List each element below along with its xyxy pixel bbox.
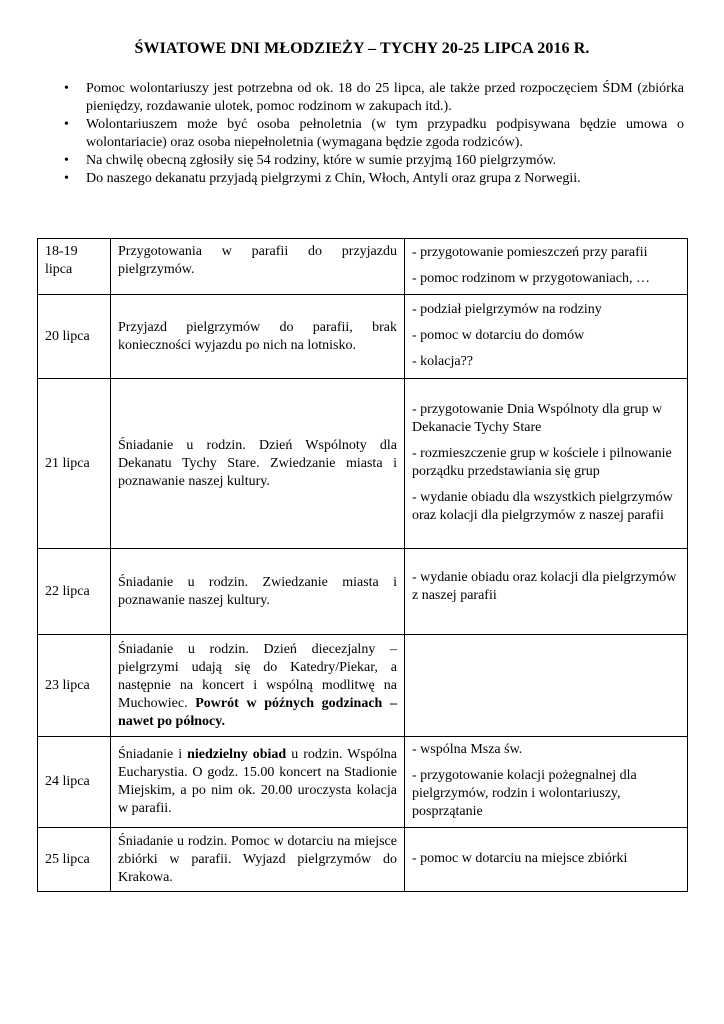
schedule-row [38, 239, 688, 295]
task-item: - przygotowanie Dnia Wspólnoty dla grup w Dekanacie Tychy Stare [412, 401, 663, 435]
date-cell: 23 lipca [38, 635, 111, 737]
schedule-table [37, 238, 688, 892]
schedule-row [38, 549, 688, 635]
task-item: - podział pielgrzymów na rodziny [412, 301, 602, 317]
task-item: - kolacja?? [412, 353, 474, 369]
date-cell: 24 lipca [38, 737, 111, 828]
description-text: u rodzin. Wspólna Eucharystia. O godz. 15.00 koncert na Stadionie Miejskim, a po nim ok. 20.00 uroczysta kolacja w parafii. [118, 747, 398, 816]
task-item: - rozmieszczenie grup w kościele i pilnowanie porządku przedstawiania się grup [412, 445, 672, 479]
task-item: - przygotowanie pomieszczeń przy parafii [412, 244, 648, 260]
bullet-item: • Do naszego dekanatu przyjadą pielgrzymi z Chin, Włoch, Antyli oraz grupa z Norwegii. [62, 170, 684, 188]
task-item: - pomoc w dotarciu na miejsce zbiórki [412, 850, 628, 866]
task-item: - pomoc rodzinom w przygotowaniach, … [412, 270, 650, 286]
tasks-cell [405, 295, 688, 379]
tasks-cell [405, 737, 688, 828]
description-text: Śniadanie u rodzin. Dzień diecezjalny – pielgrzymi udają się do Katedry/Piekar, a następnie na koncert i wspólną modlitwę na Muchowiec. [118, 641, 397, 711]
description-cell [111, 635, 405, 737]
info-bullet-list [62, 80, 684, 188]
schedule-row [38, 295, 688, 379]
description-cell [111, 737, 405, 828]
description-cell: Przygotowania w parafii do przyjazdu pielgrzymów. [111, 239, 405, 295]
tasks-cell [405, 635, 688, 737]
tasks-cell [405, 239, 688, 295]
task-item: - przygotowanie kolacji pożegnalnej dla pielgrzymów, rodzin i wolontariuszy, posprzątanie [412, 768, 637, 819]
schedule-row [38, 379, 688, 549]
task-item: - wydanie obiadu oraz kolacji dla pielgrzymów z naszej parafii [412, 570, 677, 603]
description-cell: Przyjazd pielgrzymów do parafii, brak konieczności wyjazdu po nich na lotnisko. [111, 295, 405, 379]
schedule-row [38, 635, 688, 737]
tasks-cell [405, 549, 688, 635]
bullet-item: • Wolontariuszem może być osoba pełnoletnia (w tym przypadku podpisywana będzie umowa o wolontariacie) oraz osoba niepełnoletnia (wymagana będzie zgoda rodziców). [62, 116, 684, 152]
schedule-row [38, 828, 688, 892]
date-cell: 20 lipca [38, 295, 111, 379]
description-bold-text: niedzielny obiad [187, 747, 287, 762]
task-item: - wydanie obiadu dla wszystkich pielgrzymów oraz kolacji dla pielgrzymów z naszej parafii [412, 489, 673, 523]
description-cell: Śniadanie u rodzin. Zwiedzanie miasta i poznawanie naszej kultury. [111, 549, 405, 635]
description-text: Śniadanie i [118, 747, 183, 762]
task-item: - pomoc w dotarciu do domów [412, 327, 585, 343]
tasks-cell [405, 379, 688, 549]
description-cell: Śniadanie u rodzin. Pomoc w dotarciu na miejsce zbiórki w parafii. Wyjazd pielgrzymów do Krakowa. [111, 828, 405, 892]
description-cell: Śniadanie u rodzin. Dzień Wspólnoty dla Dekanatu Tychy Stare. Zwiedzanie miasta i poznawanie naszej kultury. [111, 379, 405, 549]
date-cell: 18-19 lipca [38, 239, 111, 295]
document-title: ŚWIATOWE DNI MŁODZIEŻY – TYCHY 20-25 LIPCA 2016 R. [134, 40, 590, 57]
description-bold-text: Powrót w późnych godzinach – nawet po północy. [118, 695, 397, 729]
schedule-row [38, 737, 688, 828]
tasks-cell [405, 828, 688, 892]
bullet-item: • Pomoc wolontariuszy jest potrzebna od ok. 18 do 25 lipca, ale także przed rozpoczęciem ŚDM (zbiórka pieniędzy, rozdawanie ulotek, pomoc rodzinom w zakupach itd.). [62, 80, 684, 116]
date-cell: 21 lipca [38, 379, 111, 549]
date-cell: 25 lipca [38, 828, 111, 892]
task-item: - wspólna Msza św. [412, 742, 523, 757]
bullet-item: • Na chwilę obecną zgłosiły się 54 rodziny, które w sumie przyjmą 160 pielgrzymów. [62, 152, 684, 170]
date-cell: 22 lipca [38, 549, 111, 635]
